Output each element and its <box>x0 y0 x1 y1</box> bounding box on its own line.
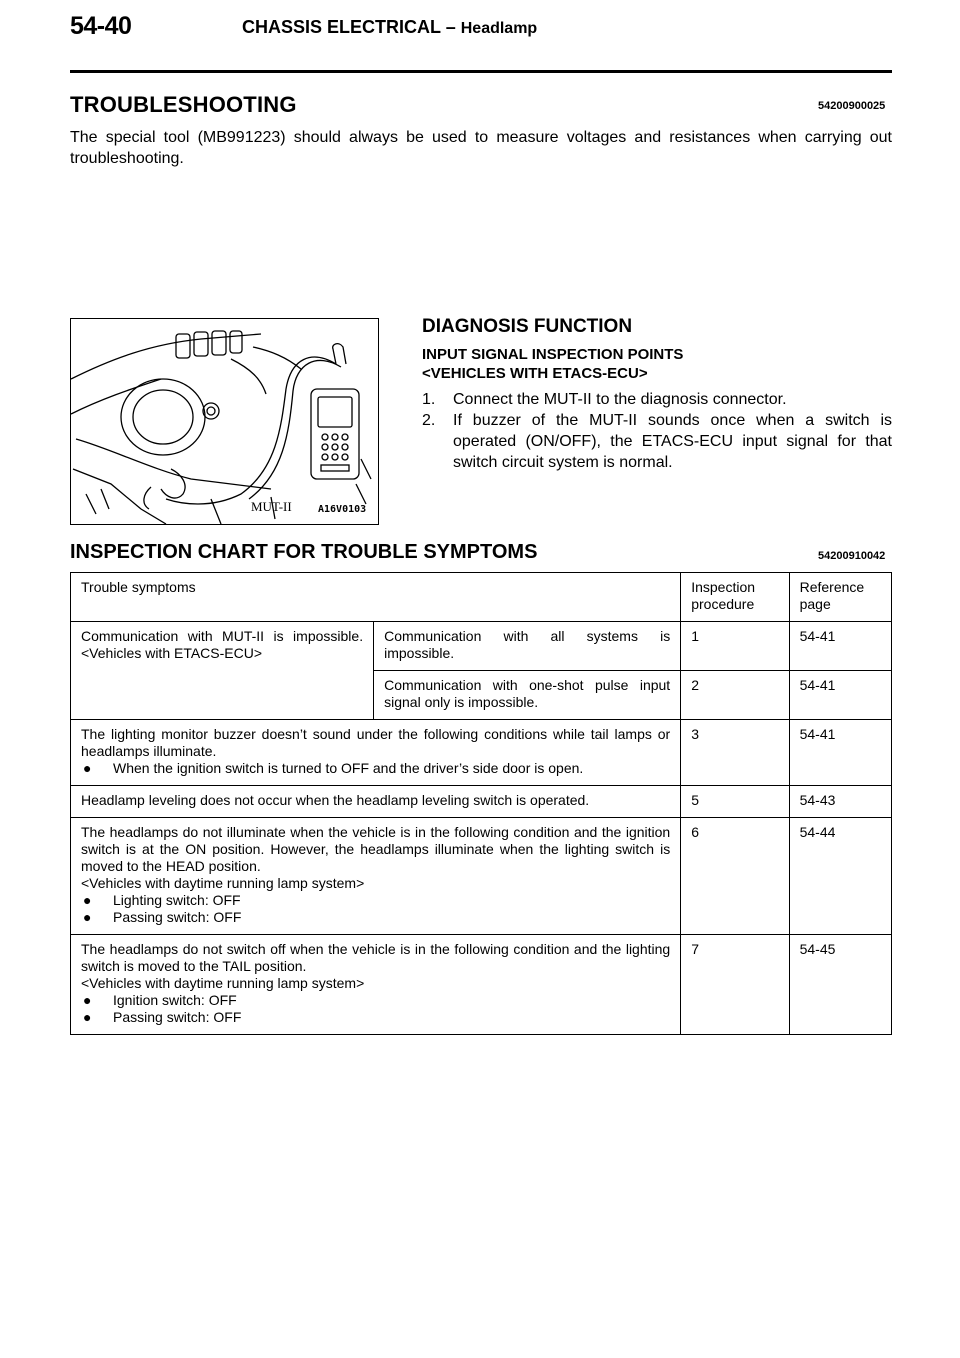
subsection-title: Headlamp <box>460 20 538 37</box>
dashboard-connector-drawing <box>71 319 378 524</box>
symptom-text: The headlamps do not switch off when the vehicle is in the following condition and the lighting switch is moved to the TAIL position. <box>81 941 671 974</box>
bullet-icon: ● <box>83 760 92 776</box>
bullet-text: Passing switch: OFF <box>113 909 242 925</box>
troubleshooting-code: 54200900025 <box>818 100 886 112</box>
table-row <box>71 622 892 671</box>
header-dash: – <box>445 17 456 37</box>
inspection-chart-table <box>70 572 892 1035</box>
symptom-text: The headlamps do not illuminate when the vehicle is in the following condition and the ignition switch is at the ON position. However, the headlamps illuminate when the lighting switch is moved to the HEAD position. <box>81 824 671 874</box>
page-cell: 54-45 <box>789 935 891 1035</box>
symptom-note: <Vehicles with daytime running lamp system> <box>81 875 365 891</box>
header-inspection-procedure: Inspection procedure <box>681 573 789 622</box>
page-number: 54-40 <box>70 12 132 40</box>
bullet-item <box>81 760 670 777</box>
symptom-cell <box>71 935 681 1035</box>
procedure-cell: 5 <box>681 786 789 818</box>
bullet-text: Passing switch: OFF <box>113 1009 242 1025</box>
procedure-cell: 1 <box>681 622 789 671</box>
table-row <box>71 818 892 935</box>
step-1 <box>422 389 892 410</box>
symptom-text: The lighting monitor buzzer doesn’t sound under the following conditions while tail lamps or headlamps illuminate. <box>81 726 671 759</box>
mut-ii-label: MUT-II <box>251 499 292 514</box>
symptom-cell <box>71 720 681 786</box>
header-reference-page: Reference page <box>789 573 891 622</box>
bullet-text: When the ignition switch is turned to OFF and the driver’s side door is open. <box>113 760 584 776</box>
inspection-chart-title: INSPECTION CHART FOR TROUBLE SYMPTOMS <box>70 541 538 563</box>
figure-code: A16V0103 <box>318 504 367 515</box>
bullet-icon: ● <box>83 892 92 908</box>
bullet-text: Ignition switch: OFF <box>113 992 237 1008</box>
symptom-note: <Vehicles with daytime running lamp system> <box>81 975 365 991</box>
header-rule <box>70 70 892 73</box>
running-header <box>242 17 537 38</box>
symptom-text: Headlamp leveling does not occur when the headlamp leveling switch is operated. <box>71 786 681 818</box>
symptom-detail: Communication with one-shot pulse input signal only is impossible. <box>374 671 681 720</box>
page-cell: 54-41 <box>789 720 891 786</box>
procedure-cell: 7 <box>681 935 789 1035</box>
table-row <box>71 786 892 818</box>
step-text: If buzzer of the MUT-II sounds once when a switch is operated (ON/OFF), the ETACS-ECU input signal for that switch circuit system is normal. <box>453 412 892 471</box>
bullet-icon: ● <box>83 909 92 925</box>
step-2 <box>422 410 892 473</box>
section-title: CHASSIS ELECTRICAL <box>242 17 441 37</box>
table-row <box>71 935 892 1035</box>
bullet-text: Lighting switch: OFF <box>113 892 241 908</box>
page-cell: 54-41 <box>789 671 891 720</box>
table-row <box>71 720 892 786</box>
step-number: 1. <box>422 391 436 408</box>
diagnosis-title: DIAGNOSIS FUNCTION <box>422 316 633 337</box>
bullet-icon: ● <box>83 1009 92 1025</box>
symptom-cell <box>71 818 681 935</box>
inspection-points-subtitle: <VEHICLES WITH ETACS-ECU> <box>422 365 648 382</box>
bullet-item <box>81 992 670 1009</box>
page-cell: 54-43 <box>789 786 891 818</box>
procedure-cell: 6 <box>681 818 789 935</box>
bullet-item <box>81 1009 670 1026</box>
bullet-item <box>81 892 670 909</box>
procedure-cell: 2 <box>681 671 789 720</box>
symptom-detail: Communication with all systems is impossible. <box>374 622 681 671</box>
bullet-icon: ● <box>83 992 92 1008</box>
mut-ii-illustration <box>70 318 379 525</box>
step-text: Connect the MUT-II to the diagnosis connector. <box>453 391 787 408</box>
header-trouble-symptoms: Trouble symptoms <box>71 573 681 622</box>
step-number: 2. <box>422 412 436 429</box>
page-cell: 54-41 <box>789 622 891 671</box>
diagnosis-steps <box>422 389 892 473</box>
table-header-row <box>71 573 892 622</box>
symptom-group: Communication with MUT-II is impossible. <Vehicles with ETACS-ECU> <box>71 622 374 720</box>
bullet-item <box>81 909 670 926</box>
troubleshooting-title: TROUBLESHOOTING <box>70 92 297 117</box>
procedure-cell: 3 <box>681 720 789 786</box>
page-cell: 54-44 <box>789 818 891 935</box>
inspection-chart-code: 54200910042 <box>818 550 886 562</box>
inspection-points-title: INPUT SIGNAL INSPECTION POINTS <box>422 346 684 363</box>
intro-paragraph: The special tool (MB991223) should always be used to measure voltages and resistances when carrying out troubleshooting. <box>70 129 892 167</box>
